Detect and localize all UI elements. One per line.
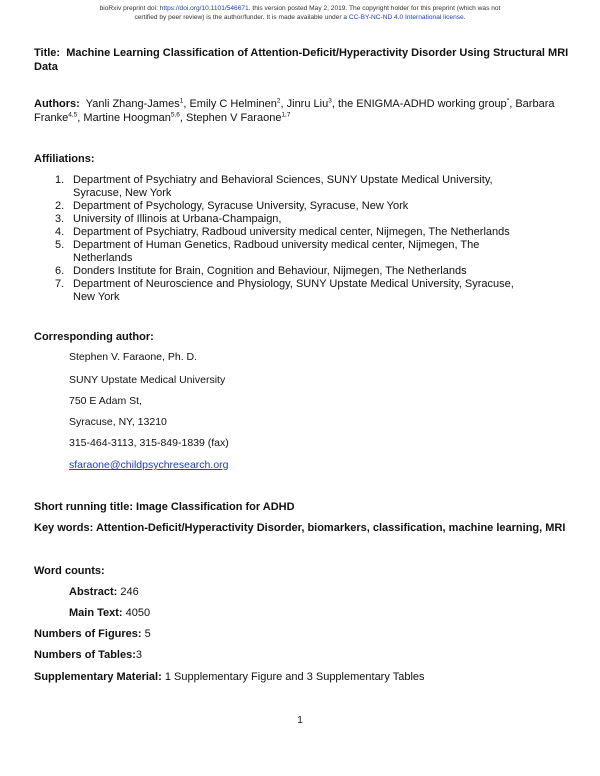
main-text-count-label: Main Text: [69,607,123,619]
affiliations-list [55,174,575,304]
affiliation-item [55,265,575,278]
affiliation-number: 6. [55,265,65,277]
title-label: Title: [34,47,61,59]
figures-count [34,627,151,641]
affiliation-line: Department of Psychiatry, Radboud university medical center, Nijmegen, The Netherlands [73,226,510,238]
license-link[interactable]: CC-BY-NC-ND 4.0 International license [348,14,464,21]
affiliation-line: Department of Neuroscience and Physiology, SUNY Upstate Medical University, Syracuse, [73,278,514,290]
page-number: 1 [297,715,303,726]
abstract-count-label: Abstract: [69,586,118,598]
keywords-label: Key words: [34,522,94,534]
affiliation-number: 5. [55,239,65,251]
author-name: Martine Hoogman [83,112,171,124]
affiliation-item [55,278,575,304]
author-separator: , [179,112,187,124]
author-name: Yanli Zhang-James [85,98,180,110]
abstract-count-value: 246 [120,586,139,598]
author-name: the ENIGMA-ADHD working group [337,98,507,110]
affiliation-number: 3. [55,213,65,225]
main-text-count-value: 4050 [125,607,151,619]
banner-line-1: bioRxiv preprint doi: https://doi.org/10.1101/546671. this version posted May 2, 2019. The copyright holder for this preprint (which was not [99,5,501,12]
author-separator: , [77,112,84,124]
author-affiliation-marker: 2 [276,97,281,105]
tables-count-value: 3 [135,649,142,661]
affiliation-item [55,200,575,213]
author-affiliation-marker: 4,5 [68,111,78,119]
main-text-count [69,606,150,620]
supplementary-material [34,670,425,684]
affiliation-line: Department of Psychiatry and Behavioral Sciences, SUNY Upstate Medical University, [73,174,493,186]
affiliation-number: 7. [55,278,65,290]
affiliation-number: 4. [55,226,65,238]
author-separator: , [331,98,338,110]
affiliation-item [55,213,575,226]
corresponding-label: Corresponding author: [34,331,154,343]
figures-count-label: Numbers of Figures: [34,628,142,640]
author-affiliation-marker: 1,7 [281,111,291,119]
figures-count-value: 5 [144,628,151,640]
author-affiliation-marker: 5,6 [170,111,180,119]
corresponding-city: Syracuse, NY, 13210 [69,416,167,428]
affiliation-item [55,239,575,265]
abstract-count [69,585,139,599]
doi-link[interactable]: https://doi.org/10.1101/546671 [159,5,249,12]
supplementary-label: Supplementary Material: [34,671,162,683]
affiliation-line: Donders Institute for Brain, Cognition and Behaviour, Nijmegen, The Netherlands [73,265,467,277]
authors-block [34,97,574,125]
affiliations-label: Affiliations: [34,153,95,165]
word-counts-label: Word counts: [34,565,105,577]
author-name: Jinru Liu [286,98,329,110]
author-affiliation-marker: * [506,97,510,105]
author-separator: , [280,98,287,110]
affiliation-line: Syracuse, New York [73,187,172,199]
affiliation-number: 1. [55,174,65,186]
running-title-value: Image Classification for ADHD [136,501,295,513]
author-separator: , [509,98,516,110]
corresponding-name: Stephen V. Faraone, Ph. D. [69,351,198,363]
affiliation-number: 2. [55,200,65,212]
author-name: Stephen V Faraone [186,112,282,124]
affiliation-line: Department of Human Genetics, Radboud university medical center, Nijmegen, The [73,239,480,251]
corresponding-phone: 315-464-3113, 315-849-1839 (fax) [69,437,229,449]
affiliation-line: Department of Psychology, Syracuse University, Syracuse, New York [73,200,409,212]
corresponding-institution: SUNY Upstate Medical University [69,374,226,386]
keywords [34,521,565,535]
author-affiliation-marker: 3 [328,97,332,105]
affiliation-line: New York [73,291,120,303]
corresponding-street: 750 E Adam St, [69,395,142,407]
author-affiliation-marker: 1 [179,97,184,105]
authors-label: Authors: [34,98,80,110]
tables-count-label: Numbers of Tables: [34,649,136,661]
author-list [34,98,554,124]
preprint-banner [30,4,570,22]
running-title [34,500,295,514]
author-separator: , [183,98,190,110]
corresponding-email-link[interactable]: sfaraone@childpsychresearch.org [69,459,229,471]
affiliation-item [55,174,575,200]
supplementary-value: 1 Supplementary Figure and 3 Supplementary Tables [164,671,425,683]
affiliation-item [55,226,575,239]
affiliation-line: Netherlands [73,252,133,264]
author-name: Emily C Helminen [189,98,277,110]
paper-title [34,46,574,74]
author-name: Barbara Franke [34,98,555,124]
banner-line-2: certified by peer review) is the author/funder. It is made available under a CC-BY-NC-ND 4.0 International license. [134,14,466,21]
running-title-label: Short running title: [34,501,133,513]
title-text: Machine Learning Classification of Attention-Deficit/Hyperactivity Disorder Using Structural MRI Data [34,47,569,73]
affiliation-line: University of Illinois at Urbana-Champaign, [73,213,282,225]
tables-count [34,648,142,662]
keywords-value: Attention-Deficit/Hyperactivity Disorder, biomarkers, classification, machine learning, MRI [95,522,566,534]
